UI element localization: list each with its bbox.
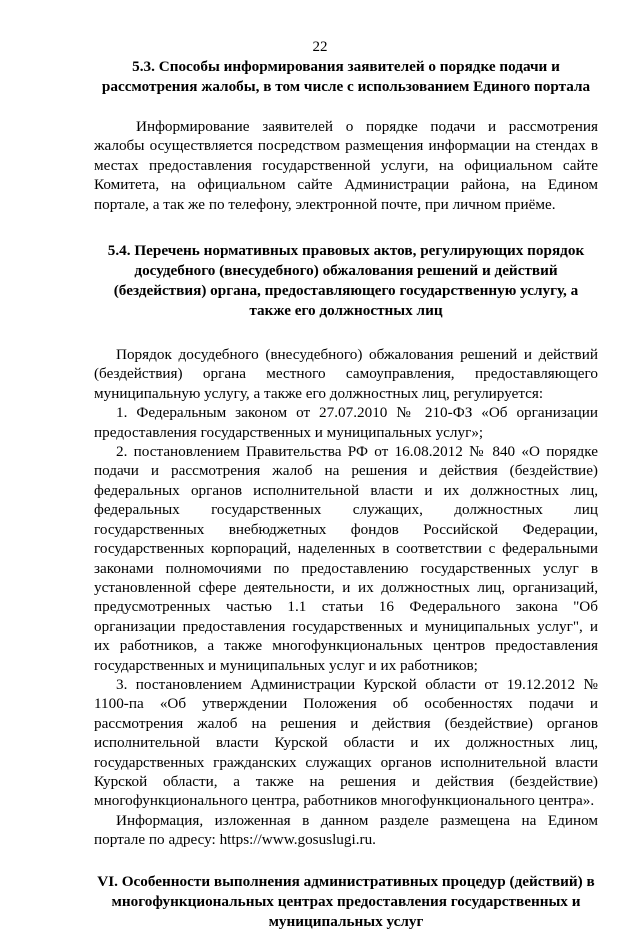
list-item-2: 2. постановлением Правительства РФ от 16.08.2012 № 840 «О порядке подачи и рассмотрения жалоб на решения и действия (бездействие) федеральных органов исполнительной власти и их должностных лиц, федеральных государственных служащих, должностных лиц государственных внебюджетных фондов Российской Федерации, государственных корпораций, наделенных в соответствии с федеральными законами полномочиями по предоставлению государственных услуг в установленной сфере деятельности, и их должностных лиц, организаций, предусмотренных частью 1.1 статьи 16 Федерального закона "Об организации предоставления государственных и муниципальных услуг", и их работников, а также многофункциональных центров предоставления государственных и муниципальных услуг и их работников; [94, 443, 598, 674]
section-5-3-paragraph: Информирование заявителей о порядке подачи и рассмотрения жалобы осуществляется посредством размещения информации на стендах в местах предоставления государственной услуги, на официальном сайте Комитета, на официальном сайте Администрации района, на Едином портале, а так же по телефону, электронной почте, при личном приёме. [94, 118, 598, 213]
section-6-heading: VI. Особенности выполнения административных процедур (действий) в многофункциональных центрах предоставления государственных и муниципальных услуг [97, 872, 595, 930]
section-5-4-intro: Порядок досудебного (внесудебного) обжалования решений и действий (бездействия) органа местного самоуправления, предоставляющего муниципальную услугу, а также его должностных лиц, регулируется: [94, 346, 598, 402]
page-content [94, 57, 598, 932]
page-number: 22 [312, 39, 328, 55]
list-item-3: 3. постановлением Администрации Курской области от 19.12.2012 № 1100-па «Об утверждении Положения об особенностях подачи и рассмотрения жалоб на решения и действия (бездействие) органов исполнительной власти Курской области и их должностных лиц, государственных гражданских служащих органов исполнительной власти Курской области, а также на решения и действия (бездействие) многофункционального центра, работников многофункционального центра». [94, 675, 598, 810]
section-5-3-heading: 5.3. Способы информирования заявителей о порядке подачи и рассмотрения жалобы, в том числе с использованием Единого портала [101, 58, 591, 95]
section-5-4-closing: Информация, изложенная в данном разделе размещена на Едином портале по адресу: https://www.gosuslugi.ru. [94, 811, 598, 849]
section-5-4-heading: 5.4. Перечень нормативных правовых актов, регулирующих порядок досудебного (внесудебного) обжалования решений и действий (бездействия) органа, предоставляющего государственную услугу, а также его должностных лиц [107, 242, 585, 320]
list-item-1: 1. Федеральным законом от 27.07.2010 № 210-ФЗ «Об организации предоставления государственных и муниципальных услуг»; [94, 404, 598, 441]
